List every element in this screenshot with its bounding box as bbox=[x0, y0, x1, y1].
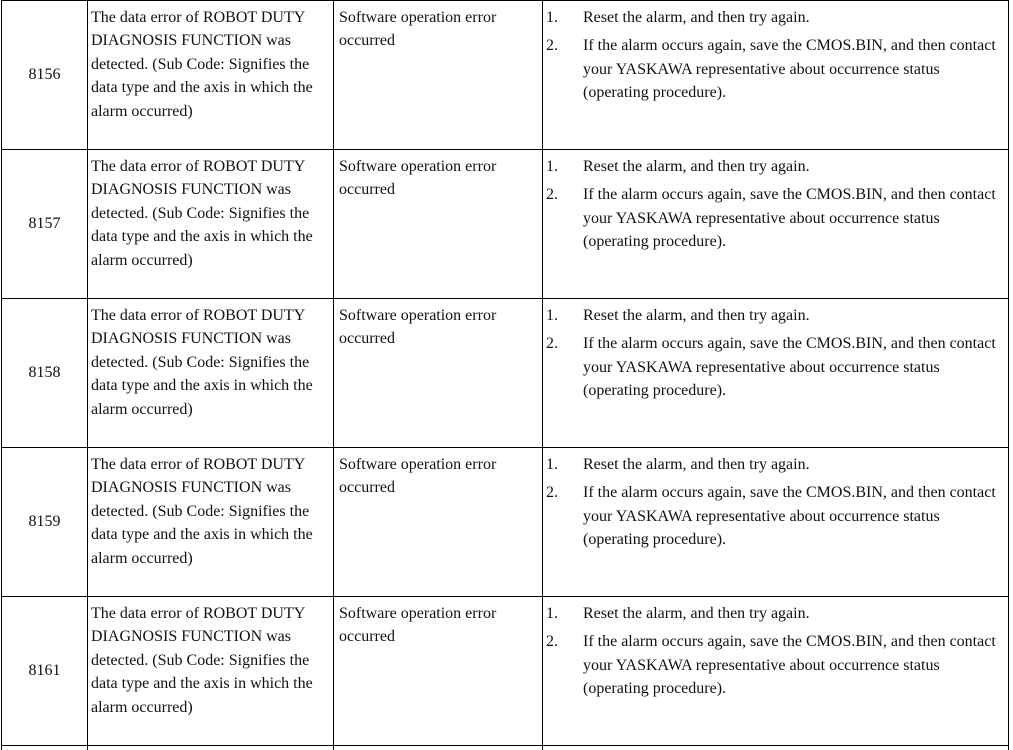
remedy-item bbox=[546, 304, 1002, 327]
alarm-cause-cell bbox=[334, 448, 543, 597]
remedy-number: 2. bbox=[546, 186, 558, 204]
alarm-table bbox=[1, 0, 1009, 750]
remedy-text: Reset the alarm, and then try again. bbox=[583, 307, 810, 324]
alarm-cause: Software operation error occurred bbox=[339, 605, 497, 646]
alarm-table-body bbox=[2, 1, 1009, 750]
alarm-code-cell bbox=[2, 597, 88, 746]
alarm-name: The data error of ROBOT DUTY DIAGNOSIS FUNCTION was detected. (Sub Code: Signifies the data type and the axis in which the alarm occurred) bbox=[91, 605, 313, 716]
alarm-name: The data error of ROBOT DUTY DIAGNOSIS FUNCTION was detected. (Sub Code: Signifies the data type and the axis in which the alarm occurred) bbox=[91, 9, 313, 120]
remedy-list bbox=[543, 448, 1008, 552]
alarm-remedy-cell bbox=[543, 150, 1009, 299]
remedy-item bbox=[546, 630, 1002, 700]
alarm-name: The data error of ROBOT DUTY DIAGNOSIS FUNCTION was detected. (Sub Code: Signifies the data type and the axis in which the alarm occurred) bbox=[91, 307, 313, 418]
remedy-item bbox=[546, 6, 1002, 29]
alarm-cause: Software operation error occurred bbox=[339, 9, 497, 50]
remedy-list bbox=[543, 150, 1008, 254]
remedy-text: Reset the alarm, and then try again. bbox=[583, 158, 810, 175]
alarm-name-cell bbox=[88, 150, 334, 299]
alarm-cause: Software operation error occurred bbox=[339, 158, 497, 199]
remedy-item bbox=[546, 332, 1002, 402]
remedy-number: 2. bbox=[546, 37, 558, 55]
remedy-item bbox=[546, 602, 1002, 625]
remedy-number: 2. bbox=[546, 484, 558, 502]
alarm-code-cell bbox=[2, 448, 88, 597]
alarm-cause-cell bbox=[334, 150, 543, 299]
alarm-cause-cell bbox=[334, 1, 543, 150]
remedy-text: If the alarm occurs again, save the CMOS.BIN, and then contact your YASKAWA representative about occurrence status (operating procedure). bbox=[583, 335, 996, 400]
empty-cell bbox=[334, 746, 543, 750]
remedy-item bbox=[546, 34, 1002, 104]
table-row-partial bbox=[2, 746, 1009, 750]
table-row bbox=[2, 150, 1009, 299]
alarm-remedy-cell bbox=[543, 448, 1009, 597]
remedy-item bbox=[546, 481, 1002, 551]
alarm-cause-cell bbox=[334, 299, 543, 448]
remedy-number: 1. bbox=[546, 307, 558, 324]
alarm-name: The data error of ROBOT DUTY DIAGNOSIS FUNCTION was detected. (Sub Code: Signifies the data type and the axis in which the alarm occurred) bbox=[91, 456, 313, 567]
remedy-text: Reset the alarm, and then try again. bbox=[583, 9, 810, 26]
table-row bbox=[2, 448, 1009, 597]
alarm-cause-cell bbox=[334, 597, 543, 746]
alarm-code: 8159 bbox=[28, 513, 61, 531]
alarm-code-cell bbox=[2, 299, 88, 448]
alarm-name-cell bbox=[88, 299, 334, 448]
remedy-number: 1. bbox=[546, 605, 558, 622]
remedy-number: 1. bbox=[546, 158, 558, 175]
remedy-text: Reset the alarm, and then try again. bbox=[583, 456, 810, 473]
remedy-number: 1. bbox=[546, 456, 558, 473]
alarm-code: 8157 bbox=[28, 215, 61, 233]
empty-cell bbox=[543, 746, 1009, 750]
remedy-number: 2. bbox=[546, 335, 558, 353]
remedy-number: 2. bbox=[546, 633, 558, 651]
alarm-code: 8158 bbox=[28, 364, 61, 382]
alarm-code: 8156 bbox=[28, 66, 61, 84]
remedy-text: If the alarm occurs again, save the CMOS.BIN, and then contact your YASKAWA representative about occurrence status (operating procedure). bbox=[583, 186, 996, 251]
table-row bbox=[2, 1, 1009, 150]
alarm-remedy-cell bbox=[543, 299, 1009, 448]
table-row bbox=[2, 597, 1009, 746]
remedy-number: 1. bbox=[546, 9, 558, 26]
remedy-list bbox=[543, 299, 1008, 403]
alarm-name-cell bbox=[88, 1, 334, 150]
alarm-name: The data error of ROBOT DUTY DIAGNOSIS FUNCTION was detected. (Sub Code: Signifies the data type and the axis in which the alarm occurred) bbox=[91, 158, 313, 269]
table-row bbox=[2, 299, 1009, 448]
empty-cell bbox=[88, 746, 334, 750]
alarm-code-cell bbox=[2, 1, 88, 150]
alarm-name-cell bbox=[88, 448, 334, 597]
remedy-list bbox=[543, 597, 1008, 701]
empty-cell bbox=[2, 746, 88, 750]
alarm-code-cell bbox=[2, 150, 88, 299]
remedy-text: If the alarm occurs again, save the CMOS.BIN, and then contact your YASKAWA representative about occurrence status (operating procedure). bbox=[583, 484, 996, 549]
remedy-text: Reset the alarm, and then try again. bbox=[583, 605, 810, 622]
alarm-cause: Software operation error occurred bbox=[339, 307, 497, 348]
remedy-text: If the alarm occurs again, save the CMOS.BIN, and then contact your YASKAWA representative about occurrence status (operating procedure). bbox=[583, 37, 996, 102]
alarm-remedy-cell bbox=[543, 597, 1009, 746]
remedy-item bbox=[546, 453, 1002, 476]
alarm-remedy-cell bbox=[543, 1, 1009, 150]
remedy-text: If the alarm occurs again, save the CMOS.BIN, and then contact your YASKAWA representative about occurrence status (operating procedure). bbox=[583, 633, 996, 698]
alarm-cause: Software operation error occurred bbox=[339, 456, 497, 497]
remedy-item bbox=[546, 183, 1002, 253]
alarm-code: 8161 bbox=[28, 662, 61, 680]
remedy-item bbox=[546, 155, 1002, 178]
alarm-name-cell bbox=[88, 597, 334, 746]
remedy-list bbox=[543, 1, 1008, 105]
